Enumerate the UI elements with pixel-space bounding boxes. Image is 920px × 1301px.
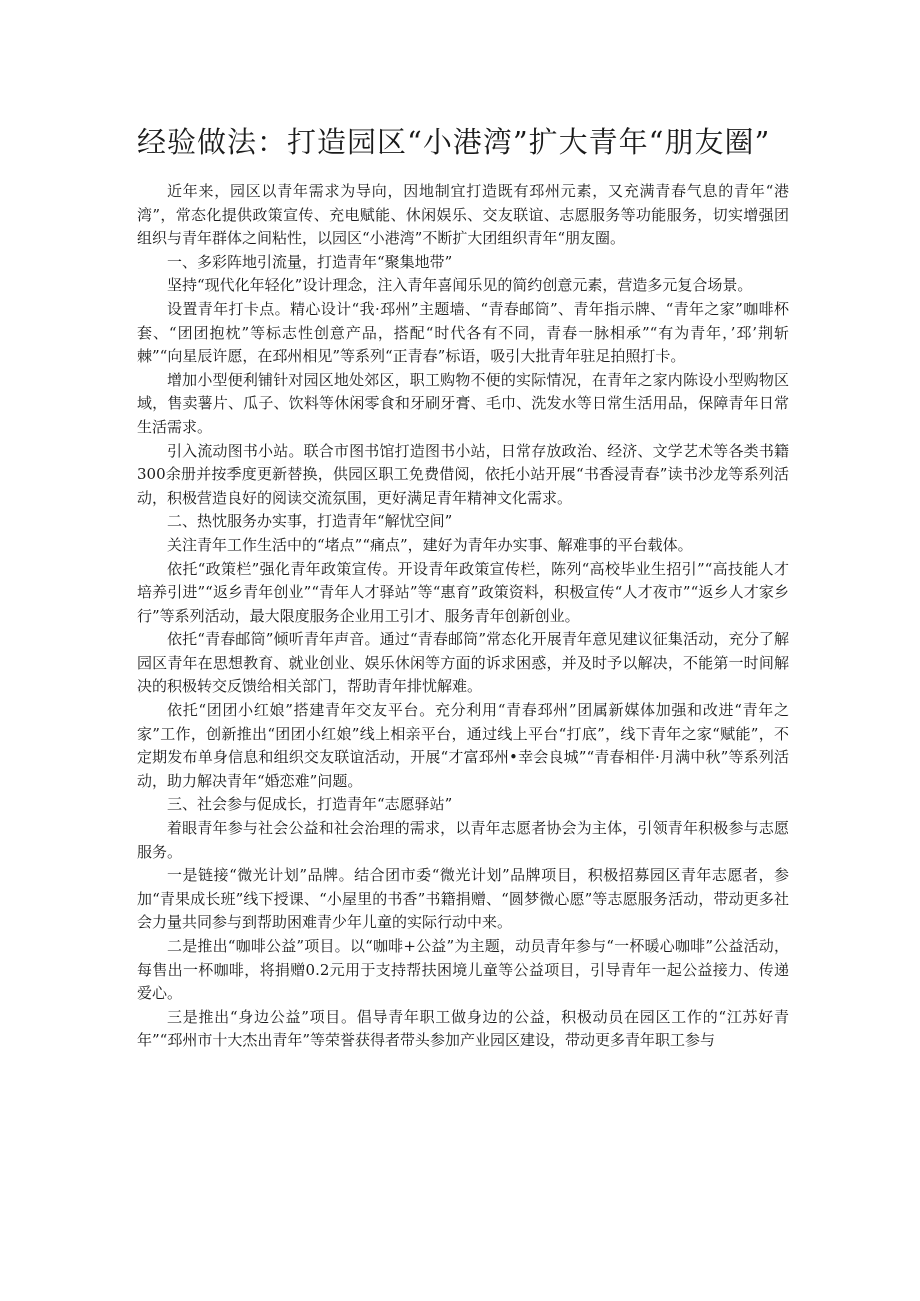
section-heading: 三、社会参与促成长，打造青年“志愿驿站” bbox=[167, 795, 453, 814]
section-heading: 二、热忱服务办实事，打造青年“解忧空间” bbox=[167, 512, 453, 531]
paragraph: 增加小型便利铺针对园区地处郊区，职工购物不便的实际情况，在青年之家内陈设小型购物区域，售卖薯片、瓜子、饮料等休闲零食和牙刷牙膏、毛巾、洗发水等日常生活用品，保障青年日常生活需求。 bbox=[137, 370, 789, 436]
paragraph: 二是推出“咖啡公益”项目。以“咖啡+公益”为主题，动员青年参与“一杯暖心咖啡”公益活动，每售出一杯咖啡，将捐赠0.2元用于支持帮扶困境儿童等公益项目，引导青年一起公益接力、传递爱心。 bbox=[137, 937, 789, 1003]
document-title: 经验做法：打造园区“小港湾”扩大青年“朋友圈” bbox=[137, 125, 771, 159]
paragraph: 坚持“现代化年轻化”设计理念，注入青年喜闻乐见的简约创意元素，营造多元复合场景。 bbox=[167, 276, 753, 295]
document-body bbox=[137, 180, 789, 1053]
paragraph: 一是链接“微光计划”品牌。结合团市委“微光计划”品牌项目，积极招募园区青年志愿者，参加“青果成长班”线下授课、“小屋里的书香”书籍捐赠、“圆梦微心愿”等志愿服务活动，带动更多社会力量共同参与到帮助困难青少年儿童的实际行动中来。 bbox=[137, 866, 789, 932]
paragraph: 近年来，园区以青年需求为导向，因地制宜打造既有邳州元素，又充满青春气息的青年“港湾”，常态化提供政策宣传、充电赋能、休闲娱乐、交友联谊、志愿服务等功能服务，切实增强团组织与青年群体之间粘性，以园区“小港湾”不断扩大团组织青年“朋友圈。 bbox=[137, 182, 789, 248]
section-heading: 一、多彩阵地引流量，打造青年“聚集地带” bbox=[167, 252, 453, 271]
paragraph: 依托“团团小红娘”搭建青年交友平台。充分利用“青春邳州”团属新媒体加强和改进“青年之家”工作，创新推出“团团小红娘”线上相亲平台，通过线上平台“打底”，线下青年之家“赋能”，不定期发布单身信息和组织交友联谊活动，开展“才富邳州•幸会良城”“青春相伴·月满中秋”等系列活动，助力解决青年“婚恋难”问题。 bbox=[137, 701, 789, 790]
paragraph: 关注青年工作生活中的“堵点”“痛点”，建好为青年办实事、解难事的平台载体。 bbox=[167, 535, 693, 554]
paragraph: 设置青年打卡点。精心设计“我·邳州”主题墙、“青春邮筒”、青年指示牌、“青年之家”咖啡杯套、“团团抱枕”等标志性创意产品，搭配“时代各有不同，青春一脉相承”“有为青年，’邳’荆斩棘”“向星辰许愿，在邳州相见”等系列“正青春”标语，吸引大批青年驻足拍照打卡。 bbox=[137, 299, 789, 366]
paragraph: 着眼青年参与社会公益和社会治理的需求，以青年志愿者协会为主体，引领青年积极参与志愿服务。 bbox=[137, 819, 789, 861]
paragraph: 依托“青春邮筒”倾听青年声音。通过“青春邮筒”常态化开展青年意见建议征集活动，充分了解园区青年在思想教育、就业创业、娱乐休闲等方面的诉求困惑，并及时予以解决，不能第一时间解决的积极转交反馈给相关部门，帮助青年排忧解难。 bbox=[137, 630, 789, 696]
paragraph: 依托“政策栏”强化青年政策宣传。开设青年政策宣传栏，陈列“高校毕业生招引”“高技能人才培养引进”“返乡青年创业”“青年人才驿站”等“惠育”政策资料，积极宣传“人才夜市”“返乡人才家乡行”等系列活动，最大限度服务企业用工引才、服务青年创新创业。 bbox=[137, 559, 789, 625]
paragraph: 引入流动图书小站。联合市图书馆打造图书小站，日常存放政治、经济、文学艺术等各类书籍300余册并按季度更新替换，供园区职工免费借阅，依托小站开展“书香浸青春”读书沙龙等系列活动，积极营造良好的阅读交流氛围，更好满足青年精神文化需求。 bbox=[137, 441, 789, 507]
paragraph: 三是推出“身边公益”项目。倡导青年职工做身边的公益，积极动员在园区工作的“江苏好青年”“邳州市十大杰出青年”等荣誉获得者带头参加产业园区建设，带动更多青年职工参与 bbox=[137, 1007, 789, 1050]
